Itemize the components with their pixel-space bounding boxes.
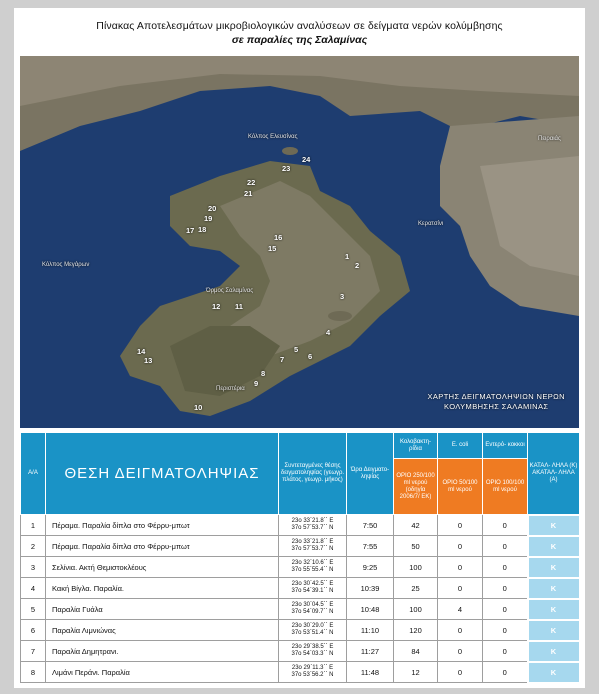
cell-location: Παραλία Γυάλα bbox=[46, 599, 279, 620]
table-row bbox=[21, 557, 580, 578]
map-label-peristeria: Περιστέρια bbox=[216, 386, 245, 392]
cell-lat: 23ο 30΄04.5΄΄ E bbox=[291, 602, 334, 608]
table-row bbox=[21, 599, 580, 620]
cell-aa: 2 bbox=[21, 536, 46, 557]
header-coliform: Κολοβακτη- ρίδια bbox=[394, 433, 438, 459]
cell-aa: 1 bbox=[21, 515, 46, 536]
cell-location: Σελίνια. Ακτή Θεμιστοκλέους bbox=[46, 557, 279, 578]
cell-lon: 37ο 54΄03.3΄΄ N bbox=[291, 651, 334, 657]
map-pin-1: 1 bbox=[345, 252, 350, 261]
map-pin-21: 21 bbox=[244, 189, 253, 198]
cell-lat: 23ο 32΄10.6΄΄ E bbox=[291, 560, 334, 566]
cell-aa: 7 bbox=[21, 641, 46, 662]
map-pin-16: 16 bbox=[274, 233, 283, 242]
map-label-piraeus: Πειραιάς bbox=[538, 136, 561, 142]
cell-coliform: 100 bbox=[394, 557, 438, 578]
map-label-keratsini: Κερατσίνι bbox=[418, 221, 444, 227]
title-line-1: Πίνακας Αποτελεσμάτων μικροβιολογικών αναλύσεων σε δείγματα νερών κολύμβησης bbox=[96, 20, 503, 32]
header-suitability: ΚΑΤΑΛ- ΛΗΛΑ (Κ) ΑΚΑΤΑΛ- ΛΗΛΑ (Α) bbox=[528, 433, 580, 515]
cell-time: 11:48 bbox=[347, 662, 394, 683]
cell-entero: 0 bbox=[483, 599, 528, 620]
cell-entero: 0 bbox=[483, 662, 528, 683]
cell-lon: 37ο 53΄51.4΄΄ N bbox=[291, 630, 334, 636]
cell-lat: 23ο 33΄21.8΄΄ E bbox=[291, 539, 334, 545]
header-ecoli: E. coli bbox=[438, 433, 483, 459]
cell-ecoli: 0 bbox=[438, 641, 483, 662]
table-row bbox=[21, 536, 580, 557]
map-pin-2: 2 bbox=[355, 261, 360, 270]
map-label-megara-gulf: Κόλπος Μεγάρων bbox=[42, 262, 90, 268]
cell-aa: 5 bbox=[21, 599, 46, 620]
table-header bbox=[21, 433, 580, 515]
map-label-elefsina-gulf: Κόλπος Ελευσίνας bbox=[248, 134, 298, 140]
cell-lon: 37ο 57΄53.7΄΄ N bbox=[291, 525, 334, 531]
cell-entero: 0 bbox=[483, 557, 528, 578]
cell-coords bbox=[279, 662, 347, 683]
cell-coliform: 120 bbox=[394, 620, 438, 641]
results-table bbox=[20, 432, 581, 684]
map-pin-6: 6 bbox=[308, 352, 313, 361]
cell-ecoli: 4 bbox=[438, 599, 483, 620]
cell-lat: 23ο 30΄42.5΄΄ E bbox=[291, 581, 334, 587]
cell-coords bbox=[279, 515, 347, 536]
cell-time: 11:27 bbox=[347, 641, 394, 662]
table-row bbox=[21, 662, 580, 683]
cell-entero: 0 bbox=[483, 620, 528, 641]
cell-ecoli: 0 bbox=[438, 536, 483, 557]
limit-coliform: ΟΡΙΟ 250/100 ml νερού (οδηγία 2006/7/ ΕΚ) bbox=[394, 459, 438, 515]
map-pin-22: 22 bbox=[247, 178, 256, 187]
cell-lat: 23ο 33΄21.8΄΄ E bbox=[291, 518, 334, 524]
cell-coords bbox=[279, 599, 347, 620]
cell-aa: 4 bbox=[21, 578, 46, 599]
map-pin-15: 15 bbox=[268, 244, 277, 253]
map-caption-line-2: ΚΟΛΥΜΒΗΣΗΣ ΣΑΛΑΜΙΝΑΣ bbox=[444, 402, 549, 411]
cell-coliform: 100 bbox=[394, 599, 438, 620]
limit-ecoli: ΟΡΙΟ 50/100 ml νερού bbox=[438, 459, 483, 515]
map-pin-20: 20 bbox=[208, 204, 217, 213]
map-pin-19: 19 bbox=[204, 214, 213, 223]
map-pin-3: 3 bbox=[340, 292, 345, 301]
status-badge: Κ bbox=[528, 641, 580, 662]
cell-coords bbox=[279, 557, 347, 578]
title-line-2: σε παραλίες της Σαλαμίνας bbox=[231, 34, 368, 46]
satellite-map bbox=[20, 56, 579, 428]
cell-ecoli: 0 bbox=[438, 578, 483, 599]
document-sheet bbox=[14, 8, 585, 688]
cell-aa: 6 bbox=[21, 620, 46, 641]
cell-lon: 37ο 54΄39.1΄΄ N bbox=[291, 588, 334, 594]
table-row bbox=[21, 641, 580, 662]
cell-ecoli: 0 bbox=[438, 515, 483, 536]
cell-aa: 3 bbox=[21, 557, 46, 578]
table-body bbox=[21, 515, 580, 683]
cell-ecoli: 0 bbox=[438, 620, 483, 641]
map-pin-11: 11 bbox=[235, 302, 243, 311]
status-badge: Κ bbox=[528, 599, 580, 620]
cell-lat: 23ο 29΄11.3΄΄ E bbox=[291, 665, 334, 671]
cell-location: Λιμάνι Περάνι. Παραλία bbox=[46, 662, 279, 683]
cell-location: Πέραμα. Παραλία δίπλα στο Φέρρυ-μπωτ bbox=[46, 515, 279, 536]
cell-coliform: 84 bbox=[394, 641, 438, 662]
map-label-salamina-bay: Όρμος Σαλαμίνας bbox=[206, 288, 254, 294]
cell-lon: 37ο 55΄55.4΄΄ N bbox=[291, 567, 334, 573]
cell-time: 7:50 bbox=[347, 515, 394, 536]
cell-lat: 23ο 29΄38.5΄΄ E bbox=[291, 644, 334, 650]
cell-coords bbox=[279, 536, 347, 557]
cell-ecoli: 0 bbox=[438, 662, 483, 683]
map-pin-10: 10 bbox=[194, 403, 203, 412]
map-terrain bbox=[20, 56, 579, 428]
cell-ecoli: 0 bbox=[438, 557, 483, 578]
limit-entero: ΟΡΙΟ 100/100 ml νερού bbox=[483, 459, 528, 515]
table-row bbox=[21, 620, 580, 641]
cell-location: Παραλία Δημητρανι. bbox=[46, 641, 279, 662]
map-pin-14: 14 bbox=[137, 347, 146, 356]
map-pin-5: 5 bbox=[294, 345, 299, 354]
cell-entero: 0 bbox=[483, 578, 528, 599]
status-badge: Κ bbox=[528, 620, 580, 641]
cell-coliform: 25 bbox=[394, 578, 438, 599]
cell-lon: 37ο 57΄53.7΄΄ N bbox=[291, 546, 334, 552]
header-location: ΘΕΣΗ ΔΕΙΓΜΑΤΟΛΗΨΙΑΣ bbox=[46, 433, 279, 515]
map-pin-7: 7 bbox=[280, 355, 285, 364]
cell-coliform: 50 bbox=[394, 536, 438, 557]
cell-coliform: 42 bbox=[394, 515, 438, 536]
cell-time: 11:10 bbox=[347, 620, 394, 641]
map-pin-17: 17 bbox=[186, 226, 195, 235]
header-time: Ώρα Δειγματο- ληψίας bbox=[347, 433, 394, 515]
cell-aa: 8 bbox=[21, 662, 46, 683]
cell-time: 7:55 bbox=[347, 536, 394, 557]
map-pin-12: 12 bbox=[212, 302, 221, 311]
status-badge: Κ bbox=[528, 557, 580, 578]
map-pin-23: 23 bbox=[282, 164, 291, 173]
cell-entero: 0 bbox=[483, 536, 528, 557]
map-pin-13: 13 bbox=[144, 356, 153, 365]
cell-lon: 37ο 53΄56.2΄΄ N bbox=[291, 672, 334, 678]
cell-lon: 37ο 54΄09.7΄΄ N bbox=[291, 609, 334, 615]
cell-time: 9:25 bbox=[347, 557, 394, 578]
cell-coords bbox=[279, 578, 347, 599]
cell-time: 10:48 bbox=[347, 599, 394, 620]
table-row bbox=[21, 515, 580, 536]
map-pin-9: 9 bbox=[254, 379, 259, 388]
map-pin-8: 8 bbox=[261, 369, 266, 378]
status-badge: Κ bbox=[528, 536, 580, 557]
cell-coords bbox=[279, 620, 347, 641]
status-badge: Κ bbox=[528, 578, 580, 599]
map-pin-18: 18 bbox=[198, 225, 207, 234]
cell-lat: 23ο 30΄29.0΄΄ E bbox=[291, 623, 334, 629]
status-badge: Κ bbox=[528, 515, 580, 536]
map-caption-line-1: ΧΑΡΤΗΣ ΔΕΙΓΜΑΤΟΛΗΨΙΩΝ ΝΕΡΩΝ bbox=[427, 392, 565, 401]
cell-coliform: 12 bbox=[394, 662, 438, 683]
header-entero: Εντερό- κοκκοι bbox=[483, 433, 528, 459]
map-pin-24: 24 bbox=[302, 155, 311, 164]
cell-time: 10:39 bbox=[347, 578, 394, 599]
map-pin-4: 4 bbox=[326, 328, 331, 337]
document-title bbox=[14, 20, 585, 46]
cell-location: Παραλία Λιμνιώνας bbox=[46, 620, 279, 641]
cell-location: Πέραμα. Παραλία δίπλα στο Φέρρυ-μπωτ bbox=[46, 536, 279, 557]
header-aa: Α/Α bbox=[21, 433, 46, 515]
map-caption bbox=[427, 392, 565, 412]
cell-coords bbox=[279, 641, 347, 662]
cell-entero: 0 bbox=[483, 641, 528, 662]
cell-entero: 0 bbox=[483, 515, 528, 536]
status-badge: Κ bbox=[528, 662, 580, 683]
table-row bbox=[21, 578, 580, 599]
header-coords: Συντεταγμένες θέσης δειγματοληψίας (γεωγρ. πλάτος, γεωγρ. μήκος) bbox=[279, 433, 347, 515]
cell-location: Κακή Βίγλα. Παραλία. bbox=[46, 578, 279, 599]
